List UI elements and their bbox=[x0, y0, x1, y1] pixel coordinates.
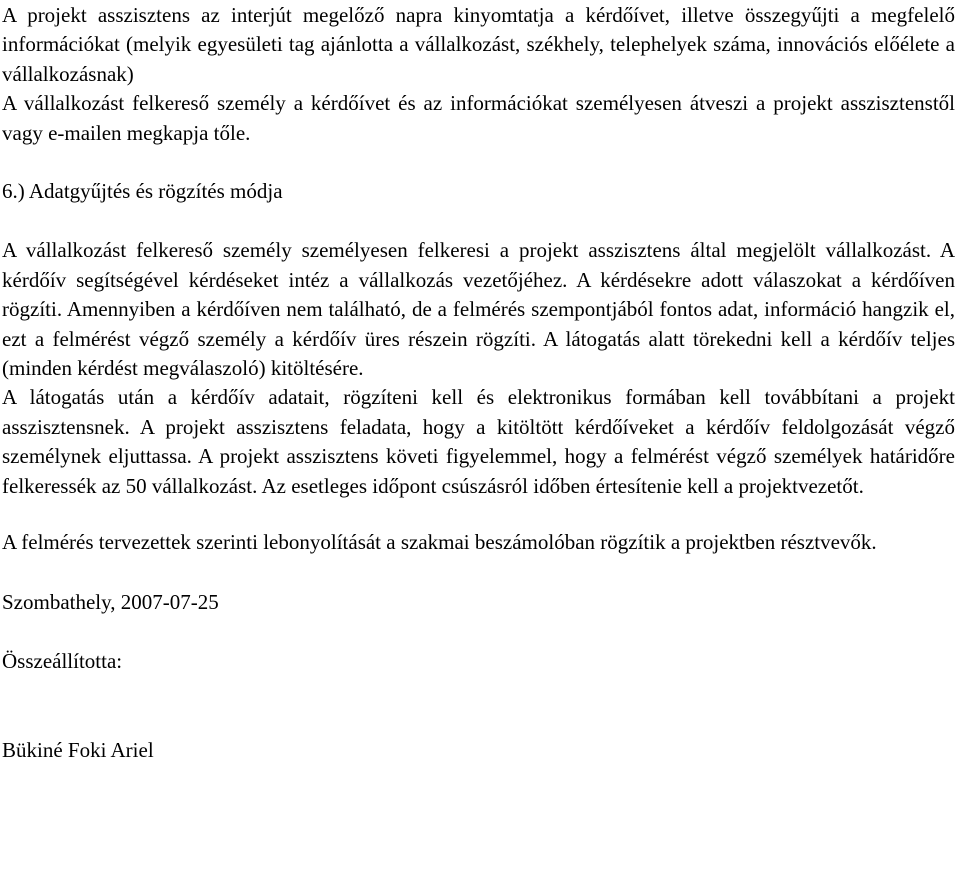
collection-paragraph: A vállalkozást felkereső személy személyesen felkeresi a projekt asszisztens által megjelölt vállalkozást. A kérdőív segítségével kérdéseket intéz a vállalkozás vezetőjéhez. A kérdésekre adott válaszokat a kérdőíven rögzíti. Amennyiben a kérdőíven nem található, de a felmérés szempontjából fontos adat, információ hangzik el, ezt a felmérést végző személy a kérdőív üres részein rögzíti. A látogatás alatt törekedni kell a kérdőív teljes (minden kérdést megválaszoló) kitöltésére. bbox=[2, 238, 955, 381]
receipt-paragraph: A vállalkozást felkereső személy a kérdőívet és az információkat személyesen átveszi a projekt asszisztenstől vagy e-mailen megkapja tőle. bbox=[2, 91, 955, 145]
intro-paragraph: A projekt asszisztens az interjút megelőző napra kinyomtatja a kérdőívet, illetve összegyűjti a megfelelő információkat (melyik egyesületi tag ajánlotta a vállalkozást, székhely, telephelyek száma, innovációs előélete a vállalkozásnak) bbox=[2, 3, 955, 86]
place-date: Szombathely, 2007-07-25 bbox=[2, 589, 219, 614]
spacer bbox=[2, 206, 955, 236]
spacer bbox=[2, 558, 955, 588]
spacer bbox=[2, 148, 955, 177]
spacer bbox=[2, 617, 955, 647]
spacer bbox=[2, 501, 955, 528]
document-page bbox=[2, 1, 955, 766]
compiled-by-label: Összeállította: bbox=[2, 648, 123, 673]
records-paragraph: A felmérés tervezettek szerinti lebonyolítását a szakmai beszámolóban rögzítik a projektben résztvevők. bbox=[2, 530, 877, 555]
author-name: Bükiné Foki Ariel bbox=[2, 738, 154, 763]
spacer bbox=[2, 676, 955, 706]
spacer bbox=[2, 706, 955, 736]
after-visit-paragraph: A látogatás után a kérdőív adatait, rögzíteni kell és elektronikus formában kell továbbítani a projekt asszisztensnek. A projekt asszisztens feladata, hogy a kitöltött kérdőíveket a kérdőív feldolgozását végző személynek eljuttassa. A projekt asszisztens követi figyelemmel, hogy a felmérést végző személyek határidőre felkeressék az 50 vállalkozást. Az esetleges időpont csúszásról időben értesítenie kell a projektvezetőt. bbox=[2, 385, 955, 498]
section-heading: 6.) Adatgyűjtés és rögzítés módja bbox=[2, 179, 283, 204]
